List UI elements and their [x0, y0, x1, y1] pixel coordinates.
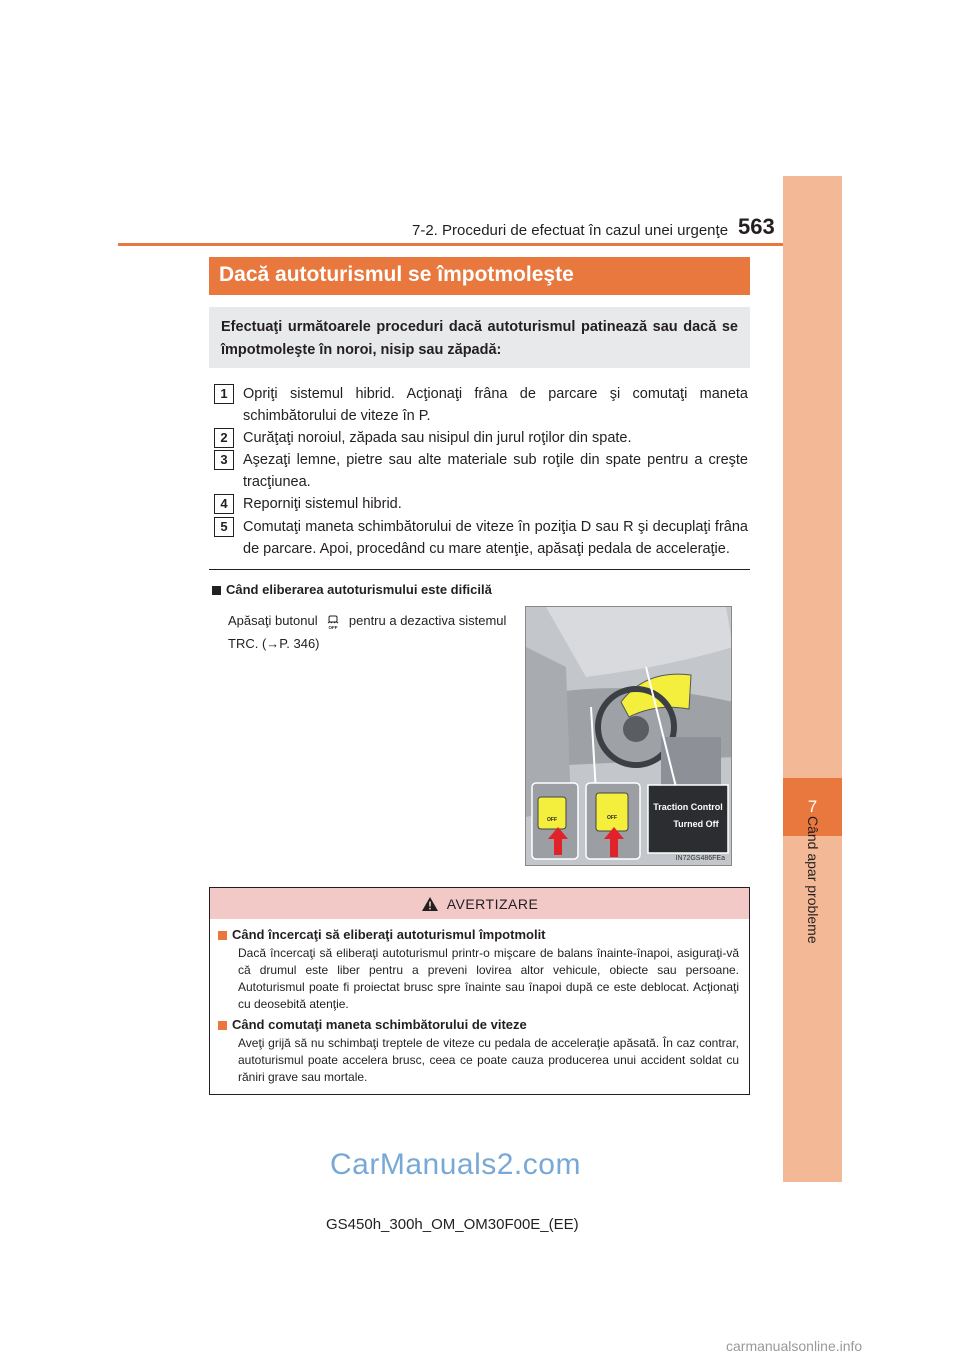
section-title: Dacă autoturismul se împotmoleşte [209, 257, 750, 295]
warning-triangle-icon [421, 896, 439, 912]
step-text: Reporniţi sistemul hibrid. [243, 496, 402, 512]
intro-box [209, 307, 750, 368]
step-item [214, 428, 748, 450]
page-number: 563 [738, 214, 775, 239]
warning-subheading [218, 1017, 739, 1032]
inset-button-label: OFF [547, 817, 557, 823]
press-text-before: Apăsaţi butonul [228, 613, 318, 628]
chapter-number: 7 [783, 778, 842, 836]
intro-text: Efectuaţi următoarele proceduri dacă autoturismul patinează sau dacă se împotmoleşte în noroi, nisip sau zăpadă: [221, 319, 738, 359]
vsc-off-icon [325, 614, 341, 630]
step-item [214, 384, 748, 428]
chapter-title: Când apar probleme [805, 816, 821, 944]
step-number: 2 [214, 428, 234, 448]
separator-line [209, 569, 750, 570]
warning-header [210, 888, 749, 919]
bullet-square-icon [212, 586, 221, 595]
step-item [214, 494, 748, 516]
warning-subheading-text: Când încercaţi să eliberaţi autoturismul împotmolit [232, 927, 546, 942]
step-text: Opriţi sistemul hibrid. Acţionaţi frâna de parcare şi comutaţi maneta schimbătorului de viteze în P. [243, 386, 748, 424]
header-rule [118, 243, 842, 246]
bullet-square-icon [218, 1021, 227, 1030]
dashboard-drawing [526, 607, 732, 866]
warning-body [210, 919, 749, 1086]
warning-box [209, 887, 750, 1095]
warning-subheading-text: Când comutaţi maneta schimbătorului de viteze [232, 1017, 527, 1033]
step-number: 5 [214, 517, 234, 537]
step-text: Aşezaţi lemne, pietre sau alte materiale sub roţile din spate pentru a creşte tracţiunea. [243, 452, 748, 490]
step-text: Comutaţi maneta schimbătorului de viteze în poziţia D sau R şi decuplaţi frâna de parcare. Apoi, procedând cu mare atenţie, apăsaţi pedala de acceleraţie. [243, 519, 748, 557]
vsc-off-icon-label: OFF [328, 624, 338, 630]
warning-paragraph: Dacă încercaţi să eliberaţi autoturismul printr-o mişcare de balans înainte-înapoi, asiguraţi-vă că drumul este liber pentru a preveni lovirea altor vehicule, obiecte sau persoane. Autoturismul poate fi proiectat brusc spre înainte sau înapoi după ce este deblocat. Acţionaţi cu deosebită atenţie. [238, 946, 739, 1012]
step-number: 1 [214, 384, 234, 404]
warning-paragraph: Aveţi grijă să nu schimbaţi treptele de viteze cu pedala de acceleraţie apăsată. În caz contrar, autoturismul poate accelera brusc, ceea ce poate cauza producerea unui accident soldat cu răniri grave sau mortale. [238, 1036, 739, 1085]
traction-control-label-2: Turned Off [673, 819, 719, 829]
watermark-carmanuals2: CarManuals2.com [330, 1148, 581, 1181]
warning-title: AVERTIZARE [446, 895, 539, 912]
step-item [214, 450, 748, 494]
running-header-section: 7-2. Proceduri de efectuat în cazul unei urgenţe [412, 222, 729, 239]
step-text: Curăţaţi noroiul, zăpada sau nisipul din jurul roţilor din spate. [243, 430, 632, 446]
press-button-text [228, 609, 510, 656]
document-code: GS450h_300h_OM_OM30F00E_(EE) [326, 1216, 579, 1233]
watermark-carmanualsonline: carmanualsonline.info [726, 1338, 863, 1354]
press-text-after: pentru a dezactiva sistemul TRC. (→P. 346) [228, 613, 507, 652]
step-number: 4 [214, 494, 234, 514]
difficult-release-heading [212, 582, 492, 597]
dashboard-illustration [525, 606, 732, 866]
chapter-title-vertical [803, 816, 825, 976]
traction-control-label-1: Traction Control [653, 802, 723, 812]
step-number: 3 [214, 450, 234, 470]
chapter-side-tab [783, 176, 842, 1182]
step-item [214, 517, 748, 561]
difficult-release-heading-text: Când eliberarea autoturismului este dificilă [226, 582, 492, 597]
warning-subheading [218, 927, 739, 942]
inset-button-label: OFF [607, 815, 617, 821]
illustration-code: IN72GS486FEa [675, 855, 725, 862]
bullet-square-icon [218, 931, 227, 940]
